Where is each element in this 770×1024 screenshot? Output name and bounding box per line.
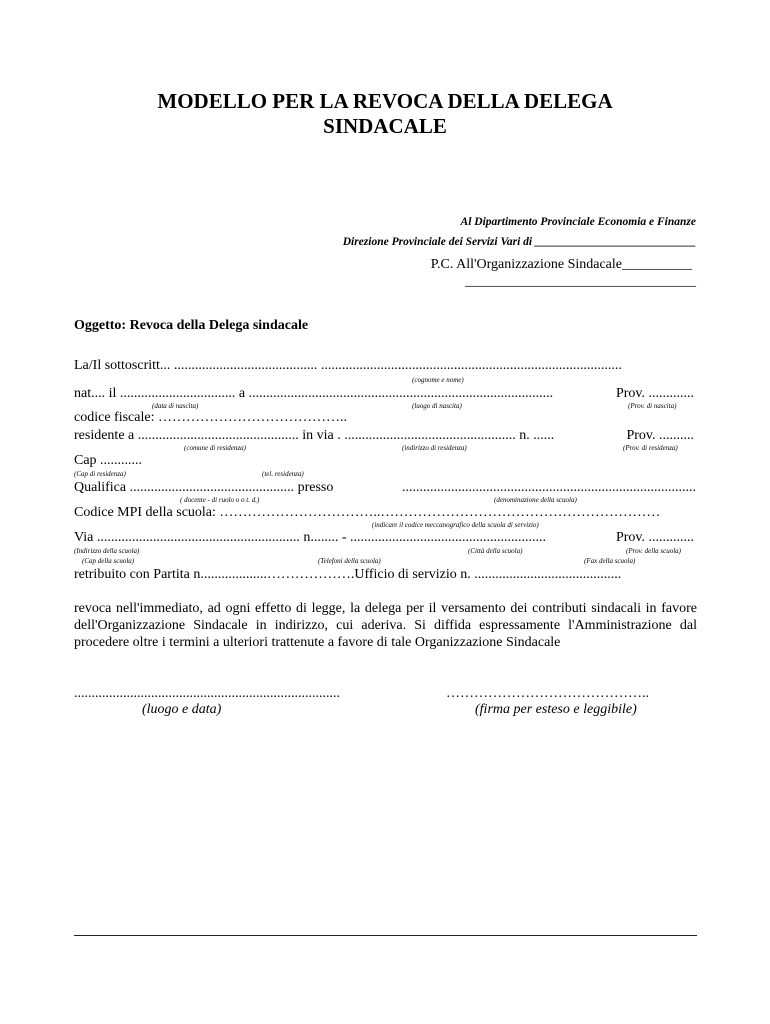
field-residence-prov: Prov. .......... xyxy=(626,428,694,443)
field-tax-code: codice fiscale: ………………………………….. xyxy=(74,410,347,425)
hint-phone: (tel. residenza) xyxy=(262,470,304,478)
hint-school-prov: (Prov. della scuola) xyxy=(626,547,682,555)
signature-caption: (firma per esteso e leggibile) xyxy=(475,702,637,717)
hint-residence-address: (indirizzo di residenza) xyxy=(402,444,467,452)
hint-school-name: (denominazione della scuola) xyxy=(494,496,577,504)
hint-cap: (Cap di residenza) xyxy=(74,470,126,478)
hint-school-city: (Città della scuola) xyxy=(468,547,523,555)
addressee-department: Al Dipartimento Provinciale Economia e Finanze xyxy=(460,216,696,228)
hint-school-address: (Indirizzo della scuola) xyxy=(74,547,140,555)
hint-birth-date: (data di nascita) xyxy=(152,402,199,410)
hint-qualification: ( docente - di ruolo o o t. d.) xyxy=(180,496,260,504)
field-birth-prov: Prov. ............. xyxy=(615,386,694,401)
document-title-line1: MODELLO PER LA REVOCA DELLA DELEGA xyxy=(157,89,613,113)
subject-line: Oggetto: Revoca della Delega sindacale xyxy=(74,318,309,333)
place-date-caption: (luogo e data) xyxy=(142,702,222,717)
field-qualification: Qualifica ............................................... presso xyxy=(74,480,334,495)
field-birth: nat.... il ................................. a ....................................................................................... xyxy=(74,386,554,401)
field-school-prov: Prov. ............. xyxy=(615,530,694,545)
hint-birth-place: (luogo di nascita) xyxy=(412,402,462,410)
document-title-line2: SINDACALE xyxy=(323,114,447,138)
hint-school-fax: (Fax della scuola) xyxy=(584,557,636,565)
field-name: La/Il sottoscritt... ......................................... ...................................................................................... xyxy=(74,358,622,373)
place-date-line: ............................................................................ xyxy=(74,686,340,701)
hint-school-cap: (Cap della scuola) xyxy=(82,557,135,565)
revocation-paragraph: revoca nell'immediato, ad ogni effetto di legge, la delega per il versamento dei contributi sindacali in favore dell'Organizzazione Sindacale in indirizzo, cui aderiva. Si diffida espressamente l'Amministrazione dal procedere oltre i termini a ulteriori trattenute a favore di tale Organizzazione Sindacale xyxy=(74,601,697,650)
field-mpi-code: Codice MPI della scuola: ……………………………..…………………………………………………… xyxy=(74,505,661,520)
hint-mpi-code: (indicare il codice meccanografico della scuola di servizio) xyxy=(372,521,539,529)
addressee-pc-blank: _________________________________ xyxy=(465,274,696,289)
hint-residence-prov: (Prov. di residenza) xyxy=(623,444,678,452)
hint-school-phone: (Telefoni della scuola) xyxy=(318,557,381,565)
signature-line: …………………………………….. xyxy=(446,686,649,701)
addressee-direction: Direzione Provinciale dei Servizi Vari di ____________________________ xyxy=(342,236,696,248)
addressee-pc-union: P.C. All'Organizzazione Sindacale__________ xyxy=(430,257,692,272)
field-payroll: retribuito con Partita n...................……………….Ufficio di servizio n. .......................................... xyxy=(74,567,622,582)
field-cap: Cap ............ xyxy=(74,453,143,468)
field-residence: residente a .............................................. in via . ................................................. n. ...... xyxy=(74,428,555,443)
hint-name: (cognome e nome) xyxy=(412,376,464,384)
field-school-address: Via .......................................................... n........ - ........................................................ xyxy=(74,530,547,545)
hint-birth-prov: (Prov. di nascita) xyxy=(628,402,677,410)
field-school-name: .................................................................................... xyxy=(402,480,696,495)
hint-residence-city: (comune di residenza) xyxy=(184,444,246,452)
footer-rule xyxy=(74,935,697,936)
